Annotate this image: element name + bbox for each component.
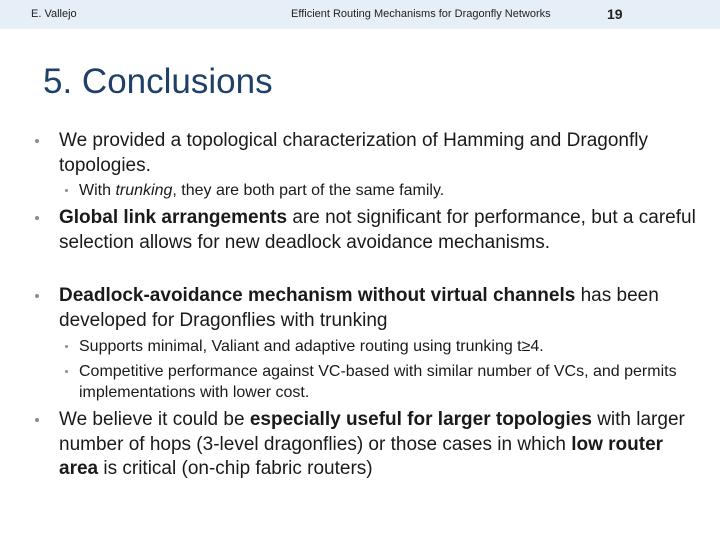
sub-bullet-supports-routing [79, 336, 679, 357]
bullet-text-post: has been developed for Dragonflies with trunking [59, 285, 659, 331]
bullet-topological-characterization [59, 129, 699, 178]
sub-bullet-trunking [79, 180, 679, 201]
page-number: 19 [607, 6, 623, 22]
slide-title: 5. Conclusions [43, 62, 273, 101]
bullet-text-emphasis: trunking [115, 182, 173, 199]
bullet-text: Supports minimal, Valiant and adaptive routing using trunking t≥4. [79, 338, 544, 355]
bullet-text-mid: with larger number of hops (3-level dragonflies) or those cases in which [59, 409, 685, 455]
bullet-global-link-arrangements [59, 206, 699, 255]
bullet-text-post: are not significant for performance, but a careful selection allows for new deadlock avoidance mechanisms. [59, 207, 696, 253]
bullet-text-bold: Deadlock-avoidance mechanism without virtual channels [59, 285, 576, 306]
bullet-text-bold: Global link arrangements [59, 207, 288, 228]
bullet-text-bold-2: low router area [59, 433, 664, 479]
bullet-text-post: is critical (on-chip fabric routers) [98, 458, 373, 479]
bullet-text: Competitive performance against VC-based with similar number of VCs, and permits implementations with lower cost. [79, 363, 677, 401]
header-author: E. Vallejo [31, 8, 77, 20]
bullet-text: We provided a topological characterization of Hamming and Dragonfly topologies. [59, 130, 648, 176]
bullet-larger-topologies [59, 408, 699, 482]
sub-bullet-competitive-performance [79, 361, 679, 403]
bullet-deadlock-avoidance [59, 284, 699, 333]
bullet-text-bold: especially useful for larger topologies [249, 409, 592, 430]
header-presentation-title: Efficient Routing Mechanisms for Dragonfly Networks [291, 8, 551, 20]
bullet-text-post: , they are both part of the same family. [172, 182, 445, 199]
bullet-text-pre: With [79, 182, 116, 199]
bullet-text-pre: We believe it could be [59, 409, 250, 430]
slide-header [0, 0, 720, 29]
